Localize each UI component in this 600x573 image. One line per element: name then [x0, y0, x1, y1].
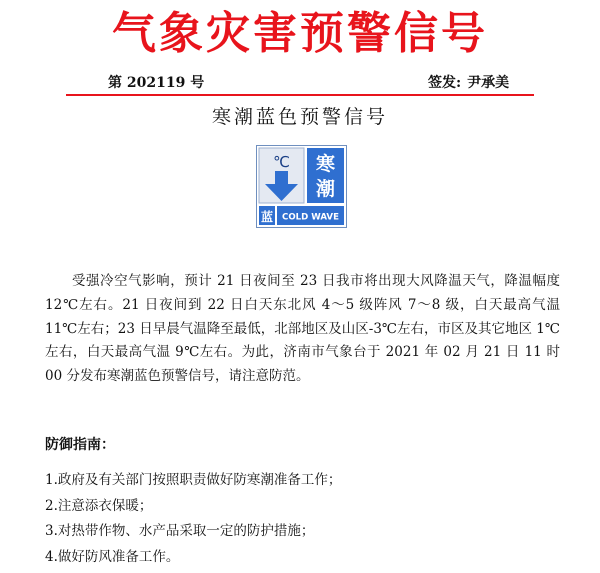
guidance-item: 4.做好防风准备工作。 [45, 548, 180, 565]
guidance-item: 3.对热带作物、水产品采取一定的防护措施； [45, 523, 315, 539]
document-title: 寒潮蓝色预警信号 [211, 106, 388, 128]
issue-number: 第 202119 号 [108, 75, 205, 91]
warning-body-paragraph: 受强冷空气影响，预计 21 日夜间至 23 日我市将出现大风降温天气，降温幅度 12℃左右。21 日夜间到 22 日白天东北风 4～5 级阵风 7～8 级，白天最高气温 11℃左右；23 日早晨气温降至最低，北部地区及山区-3℃左右，市区及其它地区 1℃左右，白天最高气温 9℃左右。为此，济南市气象台于 2021 年 02 月 21 日 11 时 00 分发布寒潮蓝色预警信号，请注意防范。 [45, 273, 560, 385]
masthead-title: 气象灾害预警信号 [112, 8, 488, 59]
guidance-item: 1.政府及有关部门按照职责做好防寒潮准备工作； [45, 472, 342, 488]
hazard-char-1: 寒 [315, 153, 336, 175]
guidance-item: 2.注意添衣保暖； [45, 497, 153, 514]
guidance-heading: 防御指南： [45, 437, 115, 453]
signer [428, 72, 509, 92]
temperature-symbol: ℃ [273, 153, 290, 171]
hazard-char-2: 潮 [315, 178, 336, 200]
red-divider [66, 94, 534, 96]
issue-row [0, 70, 600, 92]
signer-name: 尹承美 [467, 75, 510, 91]
english-label: COLD WAVE [282, 212, 339, 223]
cold-wave-blue-warning-icon [256, 145, 347, 228]
level-label: 蓝 [260, 210, 274, 224]
guidance-list [45, 470, 341, 572]
signer-label: 签发: [428, 75, 462, 91]
